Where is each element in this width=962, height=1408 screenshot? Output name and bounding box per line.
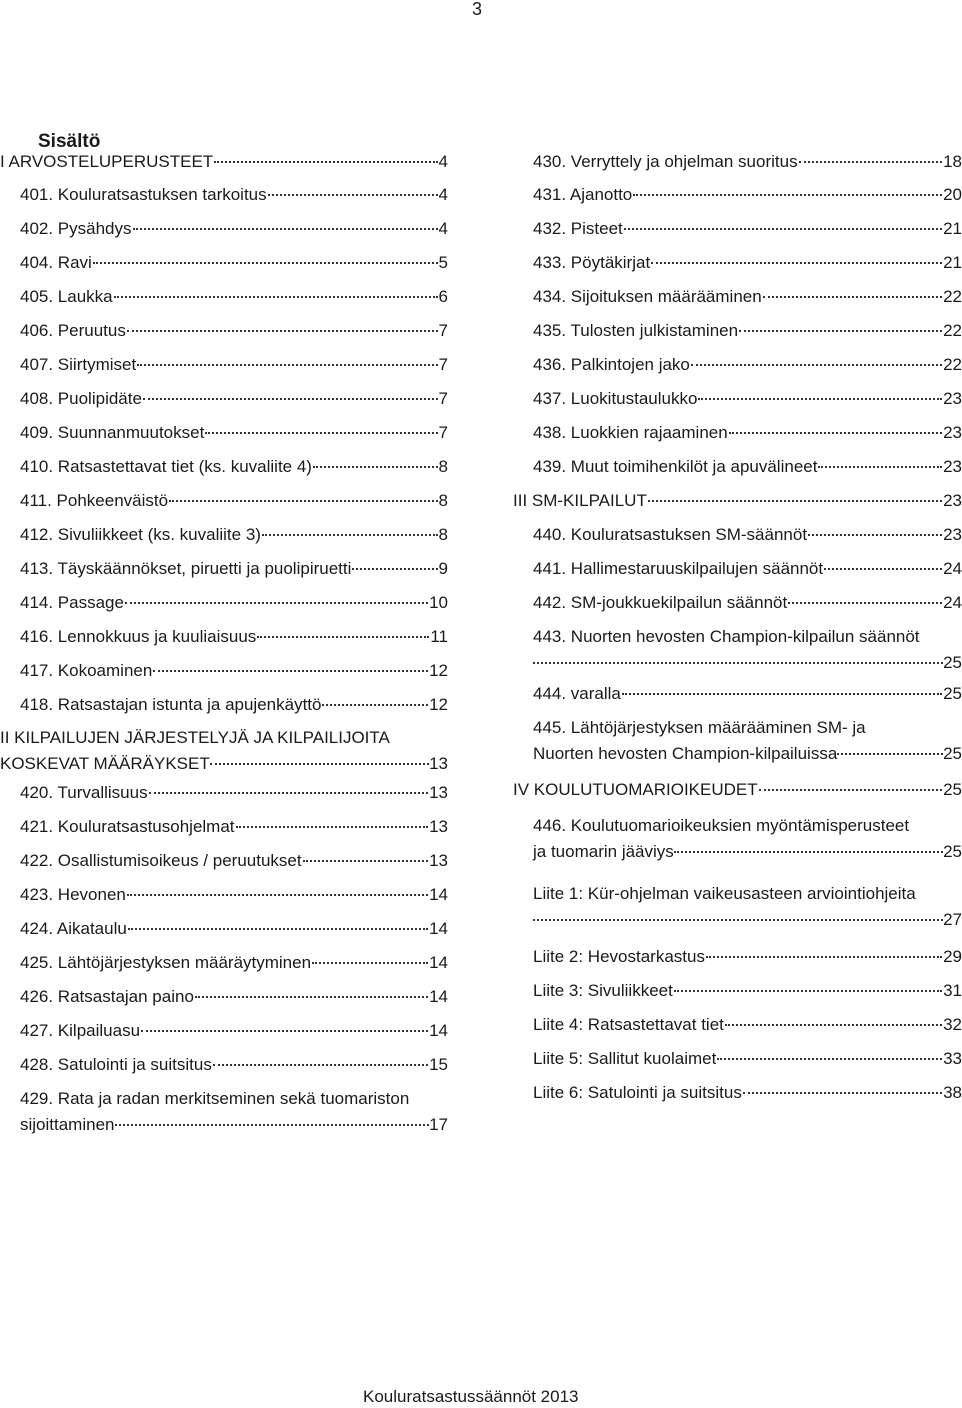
toc-entry[interactable] [533, 182, 962, 208]
toc-entry-page: 22 [943, 287, 962, 306]
dot-leader [691, 364, 942, 366]
toc-entry-line2 [533, 650, 962, 676]
toc-entry-page: 32 [943, 1015, 962, 1034]
toc-entry-label: II KILPAILUJEN JÄRJESTELYJÄ JA KILPAILIJOITA [0, 728, 390, 747]
toc-entry-page: 6 [438, 287, 448, 306]
toc-entry[interactable] [20, 1052, 448, 1078]
toc-entry[interactable] [533, 318, 962, 344]
toc-entry-label: 404. Ravi [20, 253, 92, 272]
toc-title: Sisältö [38, 131, 101, 152]
toc-entry-page: 17 [429, 1115, 448, 1134]
toc-entry-label: 438. Luokkien rajaaminen [533, 423, 728, 442]
toc-entry-page: 25 [943, 842, 962, 861]
toc-entry[interactable] [0, 725, 448, 777]
dot-leader [137, 364, 437, 366]
toc-entry-label-continued: ja tuomarin jääviys [533, 842, 674, 861]
toc-entry-label: 406. Peruutus [20, 321, 126, 340]
toc-entry[interactable] [20, 950, 448, 976]
toc-entry-page: 8 [438, 457, 448, 476]
dot-leader [312, 962, 428, 964]
toc-entry[interactable] [20, 590, 448, 616]
dot-leader [622, 693, 942, 695]
toc-entry-page: 4 [438, 219, 448, 238]
toc-entry-page: 5 [438, 253, 448, 272]
toc-entry-label: 412. Sivuliikkeet (ks. kuvaliite 3) [20, 525, 261, 544]
toc-entry-label: Liite 4: Ratsastettavat tiet [533, 1015, 724, 1034]
toc-entry-label: 414. Passage [20, 593, 124, 612]
toc-entry-page: 13 [429, 851, 448, 870]
toc-entry-page: 25 [943, 684, 962, 703]
dot-leader [698, 398, 942, 400]
toc-entry[interactable] [533, 624, 962, 676]
toc-entry-label: Liite 1: Kür-ohjelman vaikeusasteen arviointiohjeita [533, 884, 916, 903]
dot-leader [214, 161, 437, 163]
dot-leader [624, 228, 942, 230]
toc-entry-label: 416. Lennokkuus ja kuuliaisuus [20, 627, 257, 646]
toc-entry[interactable] [533, 216, 962, 242]
toc-entry-label: 407. Siirtymiset [20, 355, 137, 374]
dot-leader [808, 534, 942, 536]
dot-leader [153, 670, 428, 672]
dot-leader [759, 789, 942, 791]
toc-entry-label: 421. Kouluratsastusohjelmat [20, 817, 235, 836]
toc-entry[interactable] [533, 715, 962, 767]
dot-leader [257, 636, 429, 638]
toc-entry[interactable] [533, 881, 962, 933]
toc-entry-page: 7 [438, 389, 448, 408]
dot-leader [141, 1030, 428, 1032]
toc-entry-page: 4 [438, 152, 448, 171]
toc-entry-label: 446. Koulutuomarioikeuksien myöntämisperusteet [533, 816, 910, 835]
dot-leader [262, 534, 438, 536]
dot-leader [725, 1024, 942, 1026]
dot-leader [236, 826, 429, 828]
toc-entry-line2 [20, 1112, 448, 1138]
toc-entry-page: 25 [943, 653, 962, 672]
toc-entry[interactable] [20, 454, 448, 480]
dot-leader [729, 432, 942, 434]
toc-entry[interactable] [533, 1046, 962, 1072]
toc-entry[interactable] [20, 556, 448, 582]
dot-leader [195, 996, 428, 998]
toc-entry-label: Liite 3: Sivuliikkeet [533, 981, 673, 1000]
toc-entry-page: 23 [943, 491, 962, 510]
dot-leader [213, 1064, 428, 1066]
toc-entry[interactable] [0, 149, 448, 175]
toc-entry-label: 428. Satulointi ja suitsitus [20, 1055, 212, 1074]
toc-entry-label: 417. Kokoaminen [20, 661, 153, 680]
toc-entry[interactable] [20, 488, 448, 514]
toc-entry-page: 4 [438, 185, 448, 204]
toc-entry[interactable] [20, 1086, 448, 1138]
dot-leader [127, 894, 428, 896]
toc-entry-page: 7 [438, 355, 448, 374]
toc-entry-label: 443. Nuorten hevosten Champion-kilpailun säännöt [533, 627, 920, 646]
dot-leader [268, 194, 438, 196]
toc-entry[interactable] [20, 522, 448, 548]
toc-entry-label: 409. Suunnanmuutokset [20, 423, 205, 442]
toc-entry-page: 31 [943, 981, 962, 1000]
toc-entry-page: 10 [429, 593, 448, 612]
toc-entry-label: 408. Puolipidäte [20, 389, 142, 408]
toc-entry-label: 441. Hallimestaruuskilpailujen säännöt [533, 559, 824, 578]
toc-entry[interactable] [533, 813, 962, 865]
toc-entry-line2 [533, 839, 962, 865]
toc-entry[interactable] [513, 777, 962, 803]
dot-leader [533, 919, 943, 921]
toc-entry-page: 14 [429, 953, 448, 972]
toc-entry-label: 422. Osallistumisoikeus / peruutukset [20, 851, 302, 870]
toc-entry-label: 437. Luokitustaulukko [533, 389, 698, 408]
toc-entry-label: 435. Tulosten julkistaminen [533, 321, 739, 340]
toc-entry-label: 423. Hevonen [20, 885, 126, 904]
dot-leader [763, 296, 942, 298]
toc-entry[interactable] [513, 488, 962, 514]
toc-entry-page: 21 [943, 253, 962, 272]
toc-entry[interactable] [20, 1018, 448, 1044]
toc-entry[interactable] [533, 386, 962, 412]
toc-entry-page: 23 [943, 457, 962, 476]
dot-leader [788, 602, 942, 604]
toc-entry-page: 13 [429, 783, 448, 802]
dot-leader [127, 330, 438, 332]
toc-entry-page: 7 [438, 423, 448, 442]
dot-leader [128, 928, 428, 930]
toc-entry-label: 411. Pohkeenväistö [20, 491, 169, 510]
toc-entry-page: 25 [943, 744, 962, 763]
toc-entry[interactable] [533, 681, 962, 707]
toc-entry[interactable] [20, 250, 448, 276]
toc-entry-label: 436. Palkintojen jako [533, 355, 690, 374]
toc-entry-label: 405. Laukka [20, 287, 113, 306]
dot-leader [651, 262, 942, 264]
dot-leader [313, 466, 438, 468]
dot-leader [739, 330, 942, 332]
dot-leader [674, 990, 942, 992]
toc-entry-page: 13 [429, 817, 448, 836]
dot-leader [322, 704, 428, 706]
toc-entry-label: 420. Turvallisuus [20, 783, 148, 802]
toc-entry[interactable] [20, 814, 448, 840]
toc-entry-label: Liite 6: Satulointi ja suitsitus [533, 1083, 742, 1102]
toc-entry-page: 15 [429, 1055, 448, 1074]
toc-entry[interactable] [533, 978, 962, 1004]
dot-leader [633, 194, 942, 196]
dot-leader [115, 1124, 430, 1126]
toc-entry-label: 402. Pysähdys [20, 219, 132, 238]
dot-leader [674, 851, 943, 853]
toc-entry-label: 445. Lähtöjärjestyksen määrääminen SM- ja [533, 718, 866, 737]
toc-entry-label-continued: Nuorten hevosten Champion-kilpailuissa [533, 744, 838, 763]
toc-entry[interactable] [20, 848, 448, 874]
toc-entry-page: 9 [438, 559, 448, 578]
toc-entry-label: 413. Täyskäännökset, piruetti ja puolipiruetti [20, 559, 352, 578]
dot-leader [799, 161, 942, 163]
toc-entry-label: 431. Ajanotto [533, 185, 633, 204]
toc-entry-label: 429. Rata ja radan merkitseminen sekä tuomariston [20, 1089, 410, 1108]
toc-entry-page: 25 [943, 780, 962, 799]
toc-entry[interactable] [20, 882, 448, 908]
toc-entry-label: 433. Pöytäkirjat [533, 253, 651, 272]
toc-entry[interactable] [533, 556, 962, 582]
toc-entry-page: 13 [429, 754, 448, 773]
toc-entry-label: 442. SM-joukkuekilpailun säännöt [533, 593, 788, 612]
toc-entry-page: 23 [943, 423, 962, 442]
toc-entry[interactable] [533, 454, 962, 480]
toc-entry-page: 8 [438, 525, 448, 544]
dot-leader [352, 568, 437, 570]
toc-entry-label: 425. Lähtöjärjestyksen määräytyminen [20, 953, 312, 972]
toc-entry-label: 444. varalla [533, 684, 621, 703]
toc-entry-page: 14 [429, 919, 448, 938]
dot-leader [93, 262, 438, 264]
page-number: 3 [472, 0, 483, 19]
toc-entry[interactable] [533, 250, 962, 276]
toc-entry-label: 418. Ratsastajan istunta ja apujenkäyttö [20, 695, 322, 714]
toc-entry-page: 29 [943, 947, 962, 966]
toc-entry-page: 27 [943, 910, 962, 929]
dot-leader [210, 763, 429, 765]
dot-leader [837, 753, 943, 755]
dot-leader [169, 500, 437, 502]
toc-entry[interactable] [533, 420, 962, 446]
toc-entry-line2 [0, 751, 448, 777]
toc-entry-label: 432. Pisteet [533, 219, 623, 238]
dot-leader [205, 432, 437, 434]
toc-entry[interactable] [20, 624, 448, 650]
toc-entry-page: 12 [429, 661, 448, 680]
toc-entry[interactable] [20, 318, 448, 344]
toc-entry-page: 14 [429, 885, 448, 904]
toc-entry[interactable] [20, 658, 448, 684]
toc-entry[interactable] [20, 352, 448, 378]
toc-entry-page: 8 [438, 491, 448, 510]
toc-entry-page: 11 [430, 627, 448, 646]
toc-entry-label: I ARVOSTELUPERUSTEET [0, 152, 214, 171]
toc-entry[interactable] [20, 984, 448, 1010]
toc-entry-label: 439. Muut toimihenkilöt ja apuvälineet [533, 457, 818, 476]
toc-entry-page: 14 [429, 1021, 448, 1040]
toc-entry-label: 424. Aikataulu [20, 919, 127, 938]
dot-leader [717, 1058, 942, 1060]
toc-entry-page: 21 [943, 219, 962, 238]
toc-entry-page: 24 [943, 559, 962, 578]
dot-leader [706, 956, 942, 958]
toc-entry[interactable] [20, 284, 448, 310]
toc-entry[interactable] [20, 780, 448, 806]
toc-entry[interactable] [533, 284, 962, 310]
dot-leader [143, 398, 438, 400]
toc-entry[interactable] [20, 692, 448, 718]
toc-entry-line2 [533, 907, 962, 933]
toc-entry-page: 24 [943, 593, 962, 612]
toc-entry-page: 18 [943, 152, 962, 171]
toc-entry[interactable] [20, 216, 448, 242]
dot-leader [125, 602, 428, 604]
dot-leader [114, 296, 438, 298]
footer: Kouluratsastussäännöt 2013 [363, 1387, 579, 1406]
dot-leader [303, 860, 428, 862]
toc-entry-page: 12 [429, 695, 448, 714]
toc-entry-page: 23 [943, 525, 962, 544]
toc-entry-label: 401. Kouluratsastuksen tarkoitus [20, 185, 267, 204]
toc-entry-label: 440. Kouluratsastuksen SM-säännöt [533, 525, 808, 544]
toc-entry-label: Liite 5: Sallitut kuolaimet [533, 1049, 717, 1068]
toc-entry[interactable] [20, 182, 448, 208]
toc-entry-page: 23 [943, 389, 962, 408]
toc-entry[interactable] [533, 1012, 962, 1038]
toc-entry-label: III SM-KILPAILUT [513, 491, 647, 510]
toc-entry[interactable] [20, 420, 448, 446]
dot-leader [533, 662, 943, 664]
toc-entry[interactable] [533, 352, 962, 378]
toc-entry[interactable] [533, 149, 962, 175]
dot-leader [133, 228, 438, 230]
toc-entry-label-continued: KOSKEVAT MÄÄRÄYKSET [0, 754, 210, 773]
dot-leader [648, 500, 942, 502]
dot-leader [818, 466, 942, 468]
toc-entry-page: 22 [943, 355, 962, 374]
toc-entry-label: 410. Ratsastettavat tiet (ks. kuvaliite 4) [20, 457, 312, 476]
dot-leader [824, 568, 942, 570]
toc-entry-label: 427. Kilpailuasu [20, 1021, 141, 1040]
toc-entry[interactable] [20, 386, 448, 412]
toc-entry-page: 22 [943, 321, 962, 340]
toc-entry-label: Liite 2: Hevostarkastus [533, 947, 705, 966]
toc-entry[interactable] [533, 522, 962, 548]
toc-entry-page: 20 [943, 185, 962, 204]
toc-entry-label: 434. Sijoituksen määrääminen [533, 287, 762, 306]
toc-entry-page: 33 [943, 1049, 962, 1068]
toc-entry[interactable] [533, 590, 962, 616]
toc-entry[interactable] [533, 944, 962, 970]
toc-entry-label-continued: sijoittaminen [20, 1115, 115, 1134]
toc-entry-page: 14 [429, 987, 448, 1006]
toc-entry[interactable] [20, 916, 448, 942]
dot-leader [149, 792, 429, 794]
toc-entry-label: IV KOULUTUOMARIOIKEUDET [513, 780, 758, 799]
toc-entry[interactable] [533, 1080, 962, 1106]
toc-entry-page: 38 [943, 1083, 962, 1102]
toc-entry-line2 [533, 741, 962, 767]
toc-entry-page: 7 [438, 321, 448, 340]
toc-entry-label: 430. Verryttely ja ohjelman suoritus [533, 152, 798, 171]
dot-leader [743, 1092, 942, 1094]
toc-entry-label: 426. Ratsastajan paino [20, 987, 194, 1006]
